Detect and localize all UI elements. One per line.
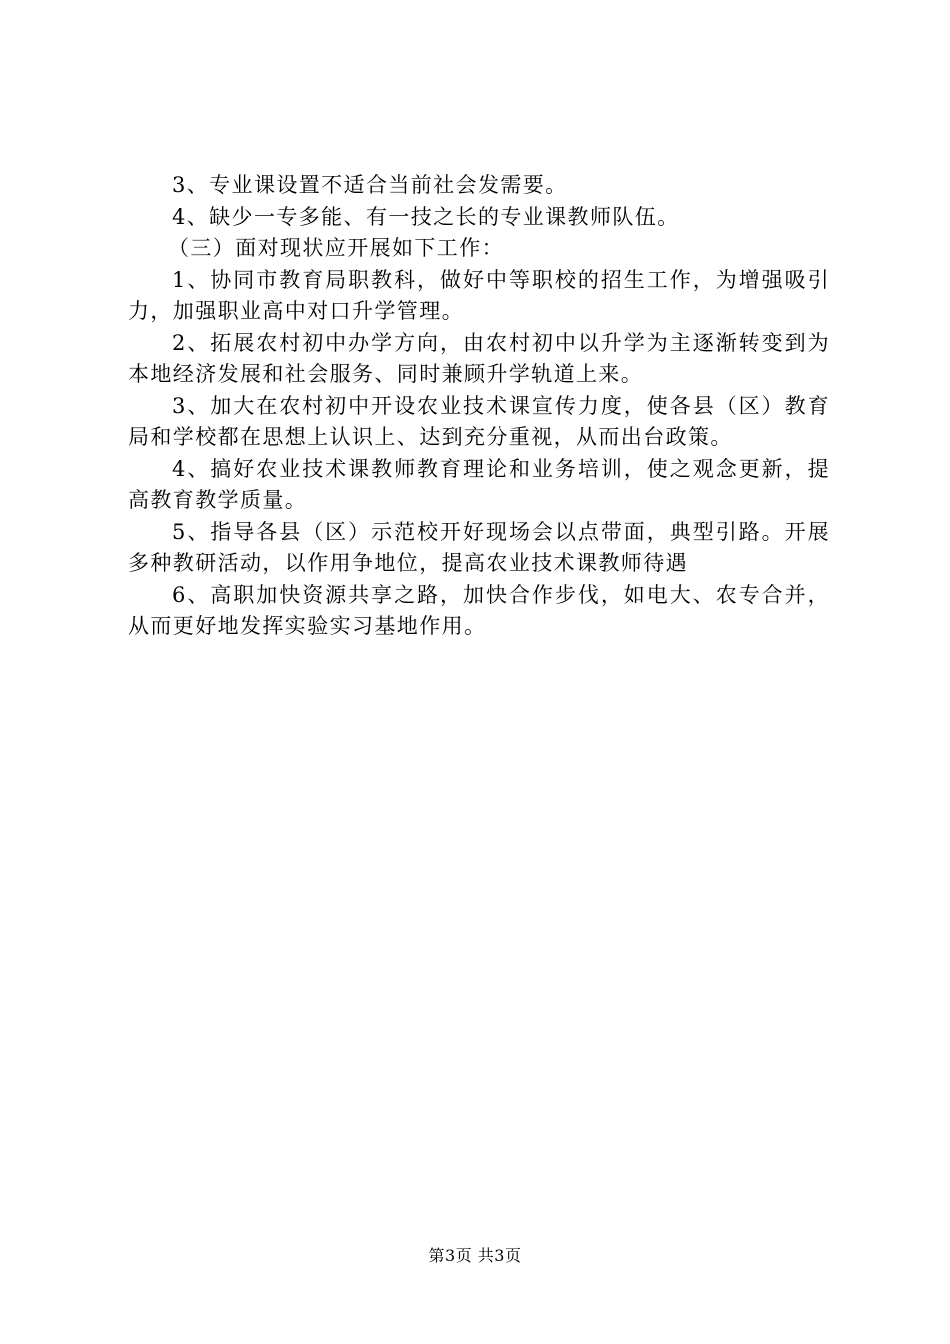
paragraph-task-3: 3、加大在农村初中开设农业技术课宣传力度，使各县（区）教育局和学校都在思想上认识上、达到充分重视，从而出台政策。 (128, 393, 830, 449)
page-number-footer: 第3页 共3页 (428, 1246, 522, 1265)
document-body (128, 170, 830, 643)
paragraph-task-6: 6、高职加快资源共享之路，加快合作步伐，如电大、农专合并，从而更好地发挥实验实习基地作用。 (128, 582, 830, 638)
paragraph-task-5: 5、指导各县（区）示范校开好现场会以点带面，典型引路。开展多种教研活动，以作用争地位，提高农业技术课教师待遇 (128, 519, 830, 575)
paragraph-task-1: 1、协同市教育局职教科，做好中等职校的招生工作，为增强吸引力，加强职业高中对口升学管理。 (128, 267, 830, 323)
paragraph-task-2: 2、拓展农村初中办学方向，由农村初中以升学为主逐渐转变到为本地经济发展和社会服务、同时兼顾升学轨道上来。 (128, 330, 830, 386)
paragraph-item-4: 4、缺少一专多能、有一技之长的专业课教师队伍。 (172, 204, 680, 229)
paragraph-task-4: 4、搞好农业技术课教师教育理论和业务培训，使之观念更新，提高教育教学质量。 (128, 456, 830, 512)
paragraph-item-3: 3、专业课设置不适合当前社会发需要。 (172, 173, 568, 197)
section-heading: （三）面对现状应开展如下工作： (168, 236, 504, 260)
